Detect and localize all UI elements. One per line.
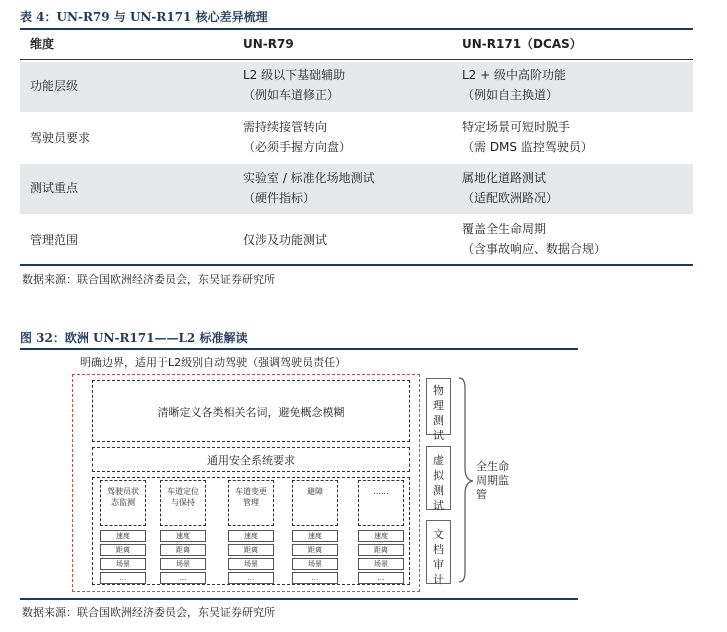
document-audit-label: 文 档 审 计 xyxy=(433,528,444,586)
function-sub-item: 场景 xyxy=(358,558,404,570)
physical-test-box xyxy=(426,378,451,442)
function-sub-item: 距离 xyxy=(228,544,274,556)
row-r171-line1: 覆盖全生命周期 xyxy=(462,222,547,236)
table-row xyxy=(20,62,693,112)
function-sub-item: 速度 xyxy=(358,530,404,542)
row-r79-line1: 需持续接管转向 xyxy=(243,120,328,134)
header-r171: UN-R171（DCAS） xyxy=(462,37,582,51)
function-sub-item: 距离 xyxy=(160,544,206,556)
function-sub-item: ... xyxy=(100,572,146,584)
row-dimension: 管理范围 xyxy=(30,233,79,247)
function-label: 避障 xyxy=(307,487,323,496)
lifecycle-label: 全生命周期监管 xyxy=(476,460,509,501)
row-r171-line1: 属地化道路测试 xyxy=(462,171,547,185)
function-sub-item: ... xyxy=(292,572,338,584)
function-sub-item: 速度 xyxy=(228,530,274,542)
function-label: 车道定位与保持 xyxy=(167,487,199,507)
row-dimension: 驾驶员要求 xyxy=(30,131,91,145)
row-r79-line1: 实验室 / 标准化场地测试 xyxy=(243,171,375,185)
row-r79-line1: 仅涉及功能测试 xyxy=(243,233,328,247)
function-sub-item: 场景 xyxy=(160,558,206,570)
function-sub-item: 速度 xyxy=(292,530,338,542)
function-sub-item: ... xyxy=(358,572,404,584)
function-sub-item: 场景 xyxy=(100,558,146,570)
function-sub-item: 场景 xyxy=(292,558,338,570)
header-rule xyxy=(20,59,693,60)
row-r171-line2: （含事故响应、数据合规） xyxy=(462,242,607,256)
row-r79-line2: （硬件指标） xyxy=(243,191,316,205)
figure-top-rule xyxy=(20,348,578,350)
row-r171-line1: L2 + 级中高阶功能 xyxy=(462,68,567,82)
row-r171-line2: （需 DMS 监控驾驶员） xyxy=(462,140,593,154)
safety-text: 通用安全系统要求 xyxy=(207,454,295,467)
figure-bottom-rule xyxy=(20,598,578,600)
physical-test-label: 物 理 测 试 xyxy=(433,384,444,442)
figure-source: 数据来源：联合国欧洲经济委员会，东吴证券研究所 xyxy=(22,606,275,619)
function-sub-item: 距离 xyxy=(292,544,338,556)
function-sub-item: 距离 xyxy=(100,544,146,556)
function-label: ...... xyxy=(373,487,389,496)
table-source: 数据来源：联合国欧洲经济委员会，东吴证券研究所 xyxy=(22,273,275,286)
virtual-test-label: 虚 拟 测 试 xyxy=(433,454,444,512)
function-sub-item: 速度 xyxy=(100,530,146,542)
function-sub-item: 距离 xyxy=(358,544,404,556)
row-r79-line2: （必须手握方向盘） xyxy=(243,140,352,154)
table-bottom-rule xyxy=(20,264,693,266)
function-label: 车道变更管理 xyxy=(235,487,267,507)
row-r79-line2: （例如车道修正） xyxy=(243,88,340,102)
lifecycle-brace-icon xyxy=(455,376,477,586)
row-r171-line2: （例如自主换道） xyxy=(462,88,559,102)
row-r171-line1: 特定场景可短时脱手 xyxy=(462,120,571,134)
table-top-rule xyxy=(20,28,693,30)
function-sub-item: ... xyxy=(160,572,206,584)
figure-caption: 图 32：欧洲 UN-R171——L2 标准解读 xyxy=(20,331,248,345)
table-caption: 表 4：UN-R79 与 UN-R171 核心差异梳理 xyxy=(20,10,268,24)
function-label: 驾驶员状态监测 xyxy=(107,487,139,507)
virtual-test-box xyxy=(426,446,451,510)
row-r171-line2: （适配欧洲路况） xyxy=(462,191,559,205)
outer-boundary-label: 明确边界，适用于L2级别自动驾驶（强调驾驶员责任） xyxy=(80,356,347,369)
function-sub-item: 速度 xyxy=(160,530,206,542)
row-dimension: 测试重点 xyxy=(30,181,79,195)
row-r79-line1: L2 级以下基础辅助 xyxy=(243,68,346,82)
header-r79: UN-R79 xyxy=(243,37,294,51)
function-sub-item: 场景 xyxy=(228,558,274,570)
definitions-text: 清晰定义各类相关名词，避免概念模糊 xyxy=(157,406,345,419)
document-audit-box xyxy=(426,520,451,584)
row-dimension: 功能层级 xyxy=(30,79,79,93)
header-dimension: 维度 xyxy=(30,37,55,51)
function-sub-item: ... xyxy=(228,572,274,584)
